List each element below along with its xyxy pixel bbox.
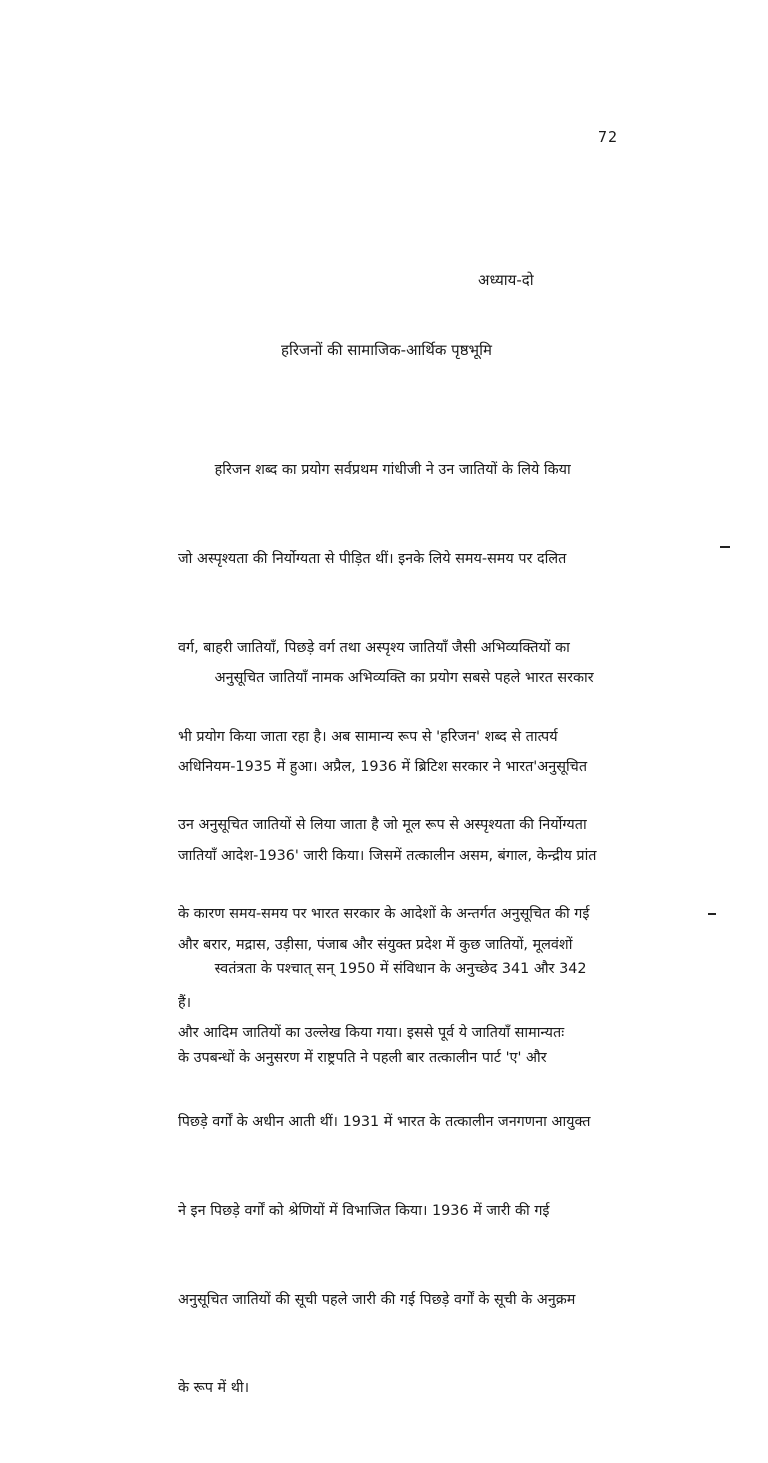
paragraph-line: वर्ग, बाहरी जातियाँ, पिछड़े वर्ग तथा अस्पृश्य जातियाँ जैसी अभिव्यक्तियों का [178, 639, 570, 656]
paragraph-line: के कारण समय-समय पर भारत सरकार के आदेशों के अन्तर्गत अनुसूचित की गई [178, 906, 590, 923]
chapter-label: अध्याय-दो [478, 271, 534, 289]
paragraph-line: अनुसूचित जातियाँ नामक अभिव्यक्ति का प्रयोग सबसे पहले भारत सरकार [178, 670, 594, 687]
paragraph-line: पिछड़े वर्गों के अधीन आती थीं। 1931 में भारत के तत्कालीन जनगणना आयुक्त [178, 1114, 591, 1131]
paragraph-line: अधिनियम-1935 में हुआ। अप्रैल, 1936 में ब्रिटिश सरकार ने भारत'अनुसूचित [178, 758, 588, 775]
margin-mark [720, 546, 730, 548]
paragraph-line: जो अस्पृश्यता की निर्योग्यता से पीड़ित थीं। इनके लिये समय-समय पर दलित [178, 550, 567, 567]
margin-mark [708, 913, 716, 915]
paragraph-3 [178, 896, 640, 1133]
paragraph-line: स्वतंत्रता के पश्चात् सन् 1950 में संविधान के अनुच्छेद 341 और 342 [178, 961, 587, 978]
paragraph-line: जातियाँ आदेश-1936' जारी किया। जिसमें तत्कालीन असम, बंगाल, केन्द्रीय प्रांत [178, 847, 597, 864]
paragraph-line: के उपबन्धों के अनुसरण में राष्ट्रपति ने पहली बार तत्कालीन पार्ट 'ए' और [178, 1049, 547, 1066]
paragraph-line: हरिजन शब्द का प्रयोग सर्वप्रथम गांधीजी ने उन जातियों के लिये किया [178, 462, 571, 479]
paragraph-line: के रूप में थी। [178, 1380, 250, 1397]
paragraph-line: हैं। [178, 994, 192, 1011]
paragraph-line: भी प्रयोग किया जाता रहा है। अब सामान्य रूप से 'हरिजन' शब्द से तात्पर्य [178, 728, 558, 745]
paragraph-line: और बरार, मद्रास, उड़ीसा, पंजाब और संयुक्त प्रदेश में कुछ जातियों, मूलवंशों [178, 936, 573, 953]
paragraph-line: ने इन पिछड़े वर्गों को श्रेणियों में विभाजित किया। 1936 में जारी की गई [178, 1202, 550, 1219]
paragraph-line: अनुसूचित जातियों की सूची पहले जारी की गई पिछड़े वर्गों के सूची के अनुक्रम [178, 1291, 576, 1308]
section-title: हरिजनों की सामाजिक-आर्थिक पृष्ठभूमि [281, 341, 492, 359]
page-number: 72 [598, 128, 619, 146]
paragraph-line: और आदिम जातियों का उल्लेख किया गया। इससे पूर्व ये जातियाँ सामान्यतः [178, 1025, 565, 1042]
paragraph-line: उन अनुसूचित जातियों से लिया जाता है जो मूल रूप से अस्पृश्यता की निर्योग्यता [178, 817, 587, 834]
